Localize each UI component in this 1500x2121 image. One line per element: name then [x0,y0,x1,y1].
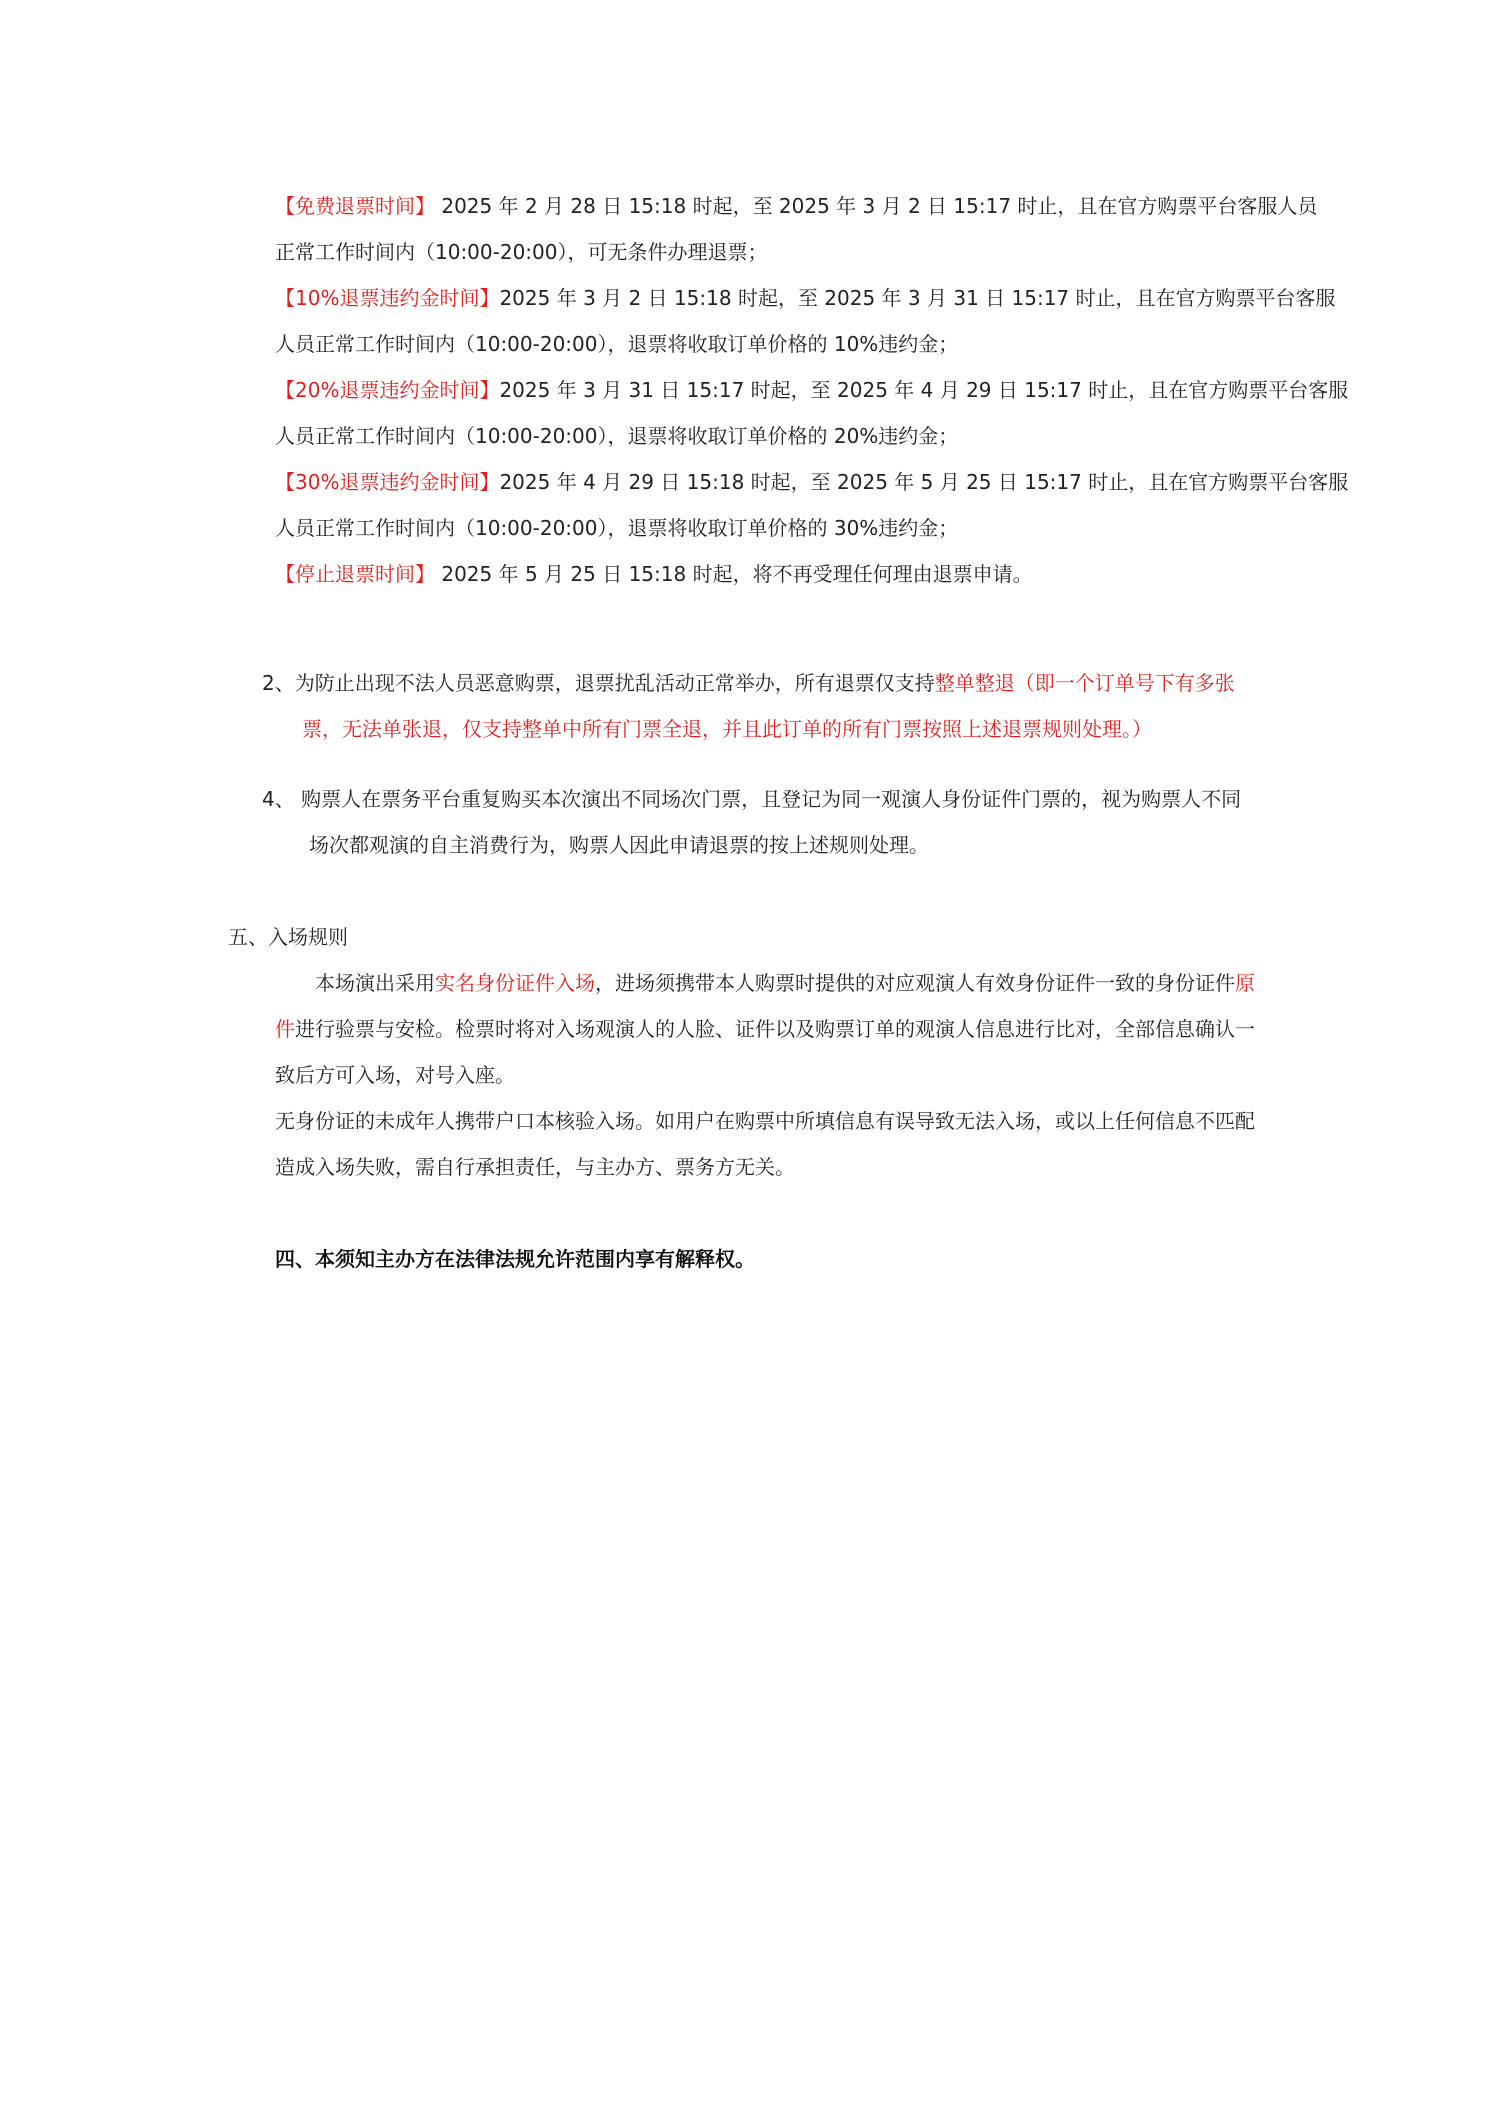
refund-20-text1: 2025 年 3 月 31 日 15:17 时起，至 2025 年 4 月 29 日 15:17 时止，且在官方购票平台客服 [499,378,1349,402]
section-5-body [275,960,1285,1190]
refund-20-label: 【20%退票违约金时间】 [275,378,500,402]
section-5-title: 五、入场规则 [228,925,348,949]
section-5-p1-red: 实名身份证件入场 [435,971,595,995]
rule-item-2-line1 [262,660,1262,706]
rule-item-4-line2: 场次都观演的自主消费行为，购票人因此申请退票的按上述规则处理。 [309,833,929,857]
rule-item-4 [262,776,1282,868]
rule-item-2-red1: 整单整退（即一个订单号下有多张 [934,671,1235,695]
refund-10-line1 [275,275,1336,321]
refund-10-text1: 2025 年 3 月 2 日 15:18 时起，至 2025 年 3 月 31 日 15:17 时止，且在官方购票平台客服 [499,286,1336,310]
section-5-p1-line2-text: 进行验票与安检。检票时将对入场观演人的人脸、证件以及购票订单的观演人信息进行比对，全部信息确认一 [295,1017,1255,1041]
refund-20-line1 [275,367,1349,413]
refund-stop-label: 【停止退票时间】 [275,562,435,586]
refund-30-text1: 2025 年 4 月 29 日 15:18 时起，至 2025 年 5 月 25 日 15:17 时止，且在官方购票平台客服 [499,470,1349,494]
section-5-p1-line3: 致后方可入场，对号入座。 [275,1063,515,1087]
refund-stop-text1: 2025 年 5 月 25 日 15:18 时起，将不再受理任何理由退票申请。 [435,562,1033,586]
section-5-p2-line2: 造成入场失败，需自行承担责任，与主办方、票务方无关。 [275,1155,795,1179]
section-5-p1-b: ，进场须携带本人购票时提供的对应观演人有效身份证件一致的身份证件 [595,971,1235,995]
rule-item-2 [262,660,1262,752]
section-5-p1-a: 本场演出采用 [315,971,435,995]
refund-free-label: 【免费退票时间】 [275,194,435,218]
refund-20-text2: 人员正常工作时间内（10:00-20:00），退票将收取订单价格的 20%违约金； [275,424,959,448]
refund-free-text2: 正常工作时间内（10:00-20:00），可无条件办理退票； [275,240,768,264]
final-note: 四、本须知主办方在法律法规允许范围内享有解释权。 [275,1247,755,1271]
refund-free-text1: 2025 年 2 月 28 日 15:18 时起，至 2025 年 3 月 2 日 15:17 时止，且在官方购票平台客服人员 [435,194,1318,218]
section-5-p1-line2 [275,1006,1285,1052]
rule-item-2-prefix: 2、为防止出现不法人员恶意购票，退票扰乱活动正常举办，所有退票仅支持 [262,671,935,695]
refund-30-line1 [275,459,1349,505]
refund-10-text2: 人员正常工作时间内（10:00-20:00），退票将收取订单价格的 10%违约金； [275,332,959,356]
refund-free-line1 [275,183,1318,229]
section-5-p2-line1: 无身份证的未成年人携带户口本核验入场。如用户在购票中所填信息有误导致无法入场，或以上任何信息不匹配 [275,1109,1255,1133]
rule-item-2-red2: 票，无法单张退，仅支持整单中所有门票全退，并且此订单的所有门票按照上述退票规则处理。） [302,717,1152,741]
section-5-p1-line2-red: 件 [275,1017,295,1041]
rule-item-4-line1: 4、 购票人在票务平台重复购买本次演出不同场次门票，且登记为同一观演人身份证件门票的，视为购票人不同 [262,787,1242,811]
refund-10-label: 【10%退票违约金时间】 [275,286,500,310]
refund-stop-line1 [275,551,1285,597]
refund-30-text2: 人员正常工作时间内（10:00-20:00），退票将收取订单价格的 30%违约金； [275,516,959,540]
section-5-p1-red2: 原 [1235,971,1255,995]
refund-schedule [275,183,1349,597]
refund-30-label: 【30%退票违约金时间】 [275,470,500,494]
section-5-p1-line1 [275,960,1285,1006]
